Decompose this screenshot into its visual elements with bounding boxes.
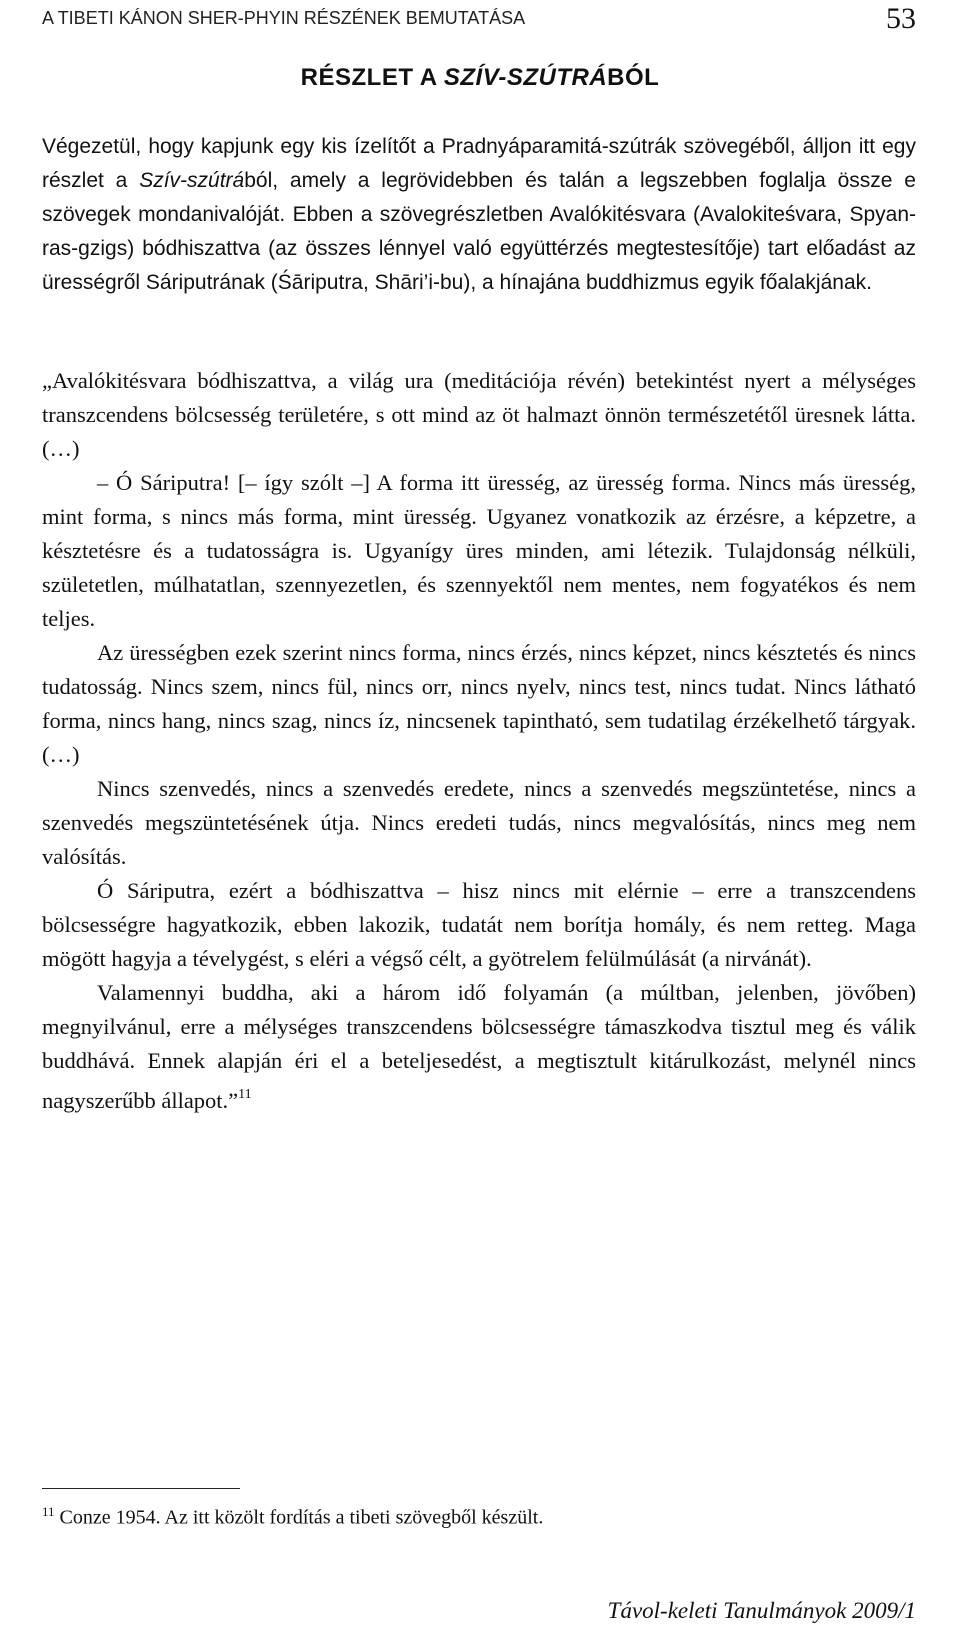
quote-paragraph-6-text: Valamennyi buddha, aki a három idő folyamán (a múltban, jelenben, jövőben) megnyilvánul, erre a mélységes transzcendens bölcsességre támaszkodva tisztul meg és válik buddhává. Ennek alapján éri el a beteljesedést, a megtisztult kitárulkozást, melynél nincs nagyszerűbb állapot.”: [42, 980, 916, 1113]
footnote-reference: 11: [238, 1087, 252, 1102]
intro-paragraph: [42, 130, 916, 300]
quote-paragraph-4: Nincs szenvedés, nincs a szenvedés eredete, nincs a szenvedés megszüntetése, nincs a szenvedés megszüntetésének útja. Nincs eredeti tudás, nincs megvalósítás, nincs meg nem valósítás.: [42, 776, 916, 869]
page-number: 53: [886, 2, 916, 35]
quote-paragraph-2: – Ó Sáriputra! [– így szólt –] A forma itt üresség, az üresség forma. Nincs más üresség, mint forma, s nincs más forma, mint üresség. Ugyanez vonatkozik az érzésre, a képzetre, a késztetésre és a tudatosságra is. Ugyanígy üres minden, ami létezik. Tulajdonság nélküli, születetlen, múlhatatlan, szennyezetlen, és szennyektől nem mentes, nem fogyatékos és nem teljes.: [42, 470, 916, 631]
section-title-suffix: BÓL: [607, 64, 660, 91]
quote-paragraph-3: Az ürességben ezek szerint nincs forma, nincs érzés, nincs képzet, nincs késztetés és nincs tudatosság. Nincs szem, nincs fül, nincs orr, nincs nyelv, nincs test, nincs tudat. Nincs látható forma, nincs hang, nincs szag, nincs íz, nincsenek tapintható, sem tudatilag érzékelhető tárgyak. (…): [42, 640, 916, 767]
footnote: [42, 1504, 543, 1530]
intro-italic-title: Szív-szútrá: [139, 169, 245, 192]
quote-paragraph-6: [42, 976, 916, 1118]
section-title-italic: SZÍV-SZÚTRÁ: [443, 64, 608, 91]
section-title: [0, 64, 960, 92]
quote-paragraph-1: „Avalókitésvara bódhiszattva, a világ ura (meditációja révén) betekintést nyert a mélységes transzcendens bölcsesség területére, s ott mind az öt halmazt önnön természetétől üresnek látta. (…): [42, 368, 916, 461]
sutra-quote: [42, 364, 916, 1118]
running-title: A TIBETI KÁNON SHER-PHYIN RÉSZÉNEK BEMUTATÁSA: [42, 8, 526, 28]
footnote-divider: [42, 1488, 240, 1489]
intro-text-2: ból, amely a legrövidebben és talán a legszebben foglalja össze e szövegek mondanivalóját. Ebben a szövegrészletben Avalókitésvara (Avalokiteśvara, Spyan-ras-gzigs) bódhiszattva (az összes lénnyel való együttérzés megtestesítője) tart előadást az ürességről Sáriputrának (Śāriputra, Shāri’i-bu), a hínajána buddhizmus egyik főalakjának.: [42, 169, 916, 294]
intro-text-1: Végezetül, hogy kapjunk egy kis ízelítőt a Pradnyáparamitá-szútrák szövegéből, álljon itt egy részlet a: [42, 135, 916, 192]
footnote-number: 11: [42, 1504, 55, 1519]
journal-footer: Távol-keleti Tanulmányok 2009/1: [607, 1598, 916, 1623]
section-title-prefix: RÉSZLET A: [300, 64, 444, 91]
quote-paragraph-5: Ó Sáriputra, ezért a bódhiszattva – hisz nincs mit elérnie – erre a transzcendens bölcsességre hagyatkozik, ebben lakozik, tudatát nem borítja homály, és nem retteg. Maga mögött hagyja a tévelygést, s eléri a végső célt, a gyötrelem felülmúlását (a nirvánát).: [42, 878, 916, 971]
footnote-text: Conze 1954. Az itt közölt fordítás a tibeti szövegből készült.: [59, 1506, 544, 1529]
